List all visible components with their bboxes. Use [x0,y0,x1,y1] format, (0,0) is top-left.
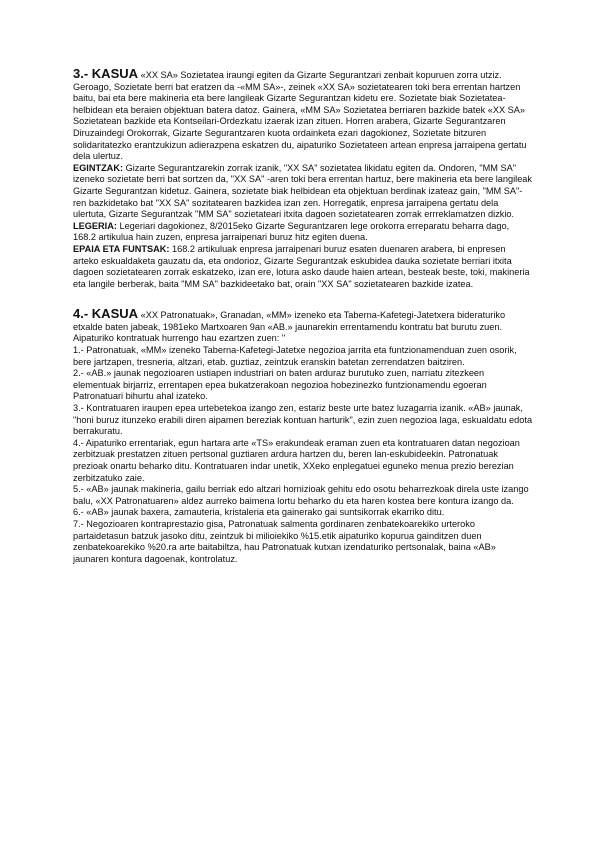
case-4-item-3: 3.- Kontratuaren iraupen epea urtebetekoa izango zen, estariz beste urte batez luzagarria izanik. «AB» jaunak, "honi buruz itunzeko erabili diren aipamen bereziak kontuan harturik", ezin zuen negozioa laga, eskualdatu edota berrakuratu. [73,403,533,437]
document-page [73,68,533,565]
case-4-item-5: 5.- «AB» jaunak makineria, gailu berriak edo altzari hornizioak gehitu edo osotu beharrezkoak direla uste izango balu, «XX Patronatuaren» aldez aurreko baimena lortu beharko du eta haren kostea bere kontura izango da. [73,484,529,506]
legeria-text: Legeriari dagokionez, 8/2015eko Gizarte Segurantzaren lege orokorra erreparatu beharra dago, 168.2 artikulua hain zuzen, enpresa jarraipenari buruz hitz egiten duena. [73,220,510,243]
egintzak-label: EGINTZAK: [73,162,124,173]
case-4-item-7: 7.- Negozioaren kontraprestazio gisa, Patronatuak salmenta gordinaren zenbatekoarekiko urteroko partaidetasun batzuk jasoko ditu, zeintzuk bi milioiekiko %15.etik aipaturiko kopurua gainditzen duen zenbatekoarekiko %20.ra arte baitabiltza, hau Patronatuak kutxan izendaturiko pertsonalak, baina «AB» jaunaren kontura dagoenak, kontrolatuz. [73,518,496,564]
epaia-text: 168.2 artikuluak enpresa jarraipenari buruz esaten duenaren arabera, bi enpresen arteko eskualdaketa gauzatu da, eta ondorioz, Gizarte Segurantzak eskubidea dauka sozietate berriari itxita dagoen sozietatearen zorrak eskatzeko, izan ere, lotura asko daude haien artean, besteak beste, toki, makineria eta langile berberak, baita "MM SA" bazkideetako bat, orain "XX SA" sozietatearen bazkide izatea. [73,243,530,289]
case-4-section [73,308,533,565]
case-3-section [73,68,533,290]
case-4-heading [73,306,138,321]
case-4-item-2: 2.- «AB.» jaunak negozioaren ustiapen industriari on baten arduraz burutuko zuen, narriatu zitezkeen elementuak birjarriz, errentapen epea bukatzerakoan negozioa hobezinezko funtzionamendu egoeran Patronatuari bihurtu ahal izateko. [73,368,487,402]
case-4-intro-paragraph [73,308,533,345]
case-3-heading [73,66,138,81]
case-4-kasua: KASUA [91,306,139,322]
case-4-item-4: 4.- Aipaturiko errentariak, egun hartara arte «TS» erakundeak eraman zuen eta kontratuaren datan negozioan zerbitzuak prestatzen zituen pertsonal guztiaren ardura hartzen du, beren lan-eskubideekin. Patronatuak prezioak onartu beharko ditu. Kontratuaren indar unetik, XXeko enplegatuei eguneko menua prezio berezian zerbitzatuko zaie. [73,437,520,483]
case-3-number: 3.- [73,66,89,81]
case-3-intro-text: «XX SA» Sozietatea iraungi egiten da Gizarte Segurantzari zenbait kopuruen zorra utziz. Geroago, Sozietate berri bat eratzen da -«MM SA»-, zeinek «XX SA» sozietatearen toki bera errentan hartzen baitu, bai eta bere makineria eta bere langileak Gizarte Segurantzan kidetu ere. Sozietate biak Sozietatea-helbidean eta beraien objektuan batera datoz. Gainera, «MM SA» Sozietatea berriaren bazkide batek «XX SA» Sozietatean bazkide eta Kontseilari-Ordezkatu izaerak izan zituen. Horren arabera, Gizarte Segurantzaren Diruzaindegi Orokorrak, Gizarte Segurantzaren kuota ordainketa ezari dagokionez, Sozietate bitzuren solidaritatezko erantzukizun adierazpena eskatzen du, aipaturiko Sozietateen artean enpresa jarraipena gertatu dela ulertuz. [73,70,527,162]
legeria-label: LEGERIA: [73,220,117,231]
case-3-intro-paragraph [73,68,533,163]
case-3-epaia-paragraph [73,244,533,290]
case-4-intro-text: «XX Patronatuak», Granadan, «MM» izeneko eta Taberna-Kafetegi-Jatetxera bideraturiko etxalde baten jabeak, 1981eko Martxoaren 9an «AB.» jaunarekin errentamendu kontratu bat burutu zuen. Aipaturiko kontratuak hurrengo hau ezartzen zuen: " [73,310,506,344]
case-3-egintzak-paragraph [73,163,533,221]
epaia-label: EPAIA ETA FUNTSAK: [73,243,170,254]
case-3-legeria-paragraph [73,221,533,244]
section-spacer [73,290,533,308]
case-3-kasua: KASUA [91,66,139,81]
egintzak-text: Gizarte Segurantzarekin zorrak izanik, "XX SA" sozietatea likidatu egiten da. Ondoren, "MM SA" izeneko sozietate berri bat sortzen da, "XX SA" -aren toki bera errentan hartuz, bere makineria eta bere langileak Gizarte Segurantzan kidetuz. Gainera, sozietate biak helbidean eta objektuan berdinak izateaz gain, "MM SA"-ren bazkidetako bat "XX SA" sozitatearen bazkidea izan zen. Horregatik, enpresa jarraipena gertatu dela ulertuta, Gizarte Segurantzak "MM SA" sozietateari itxita dagoen sozietatearen zorrak errreklamatzen dizkio. [73,162,533,220]
case-4-item-6: 6.- «AB» jaunak baxera, zamauteria, kristaleria eta gainerako gai suntsikorrak ekarriko ditu. [73,507,445,518]
case-4-number: 4.- [73,306,89,322]
case-4-item-1: 1.- Patronatuak, «MM» izeneko Taberna-Kafetegi-Jatetxe negozioa jarrita eta funtzionamenduan zuen osorik, bere jartzapen, tresneria, altzari, etab. guztiaz, zeintzuk eranskin batetan zerrendatzen baitziren. [73,345,517,367]
